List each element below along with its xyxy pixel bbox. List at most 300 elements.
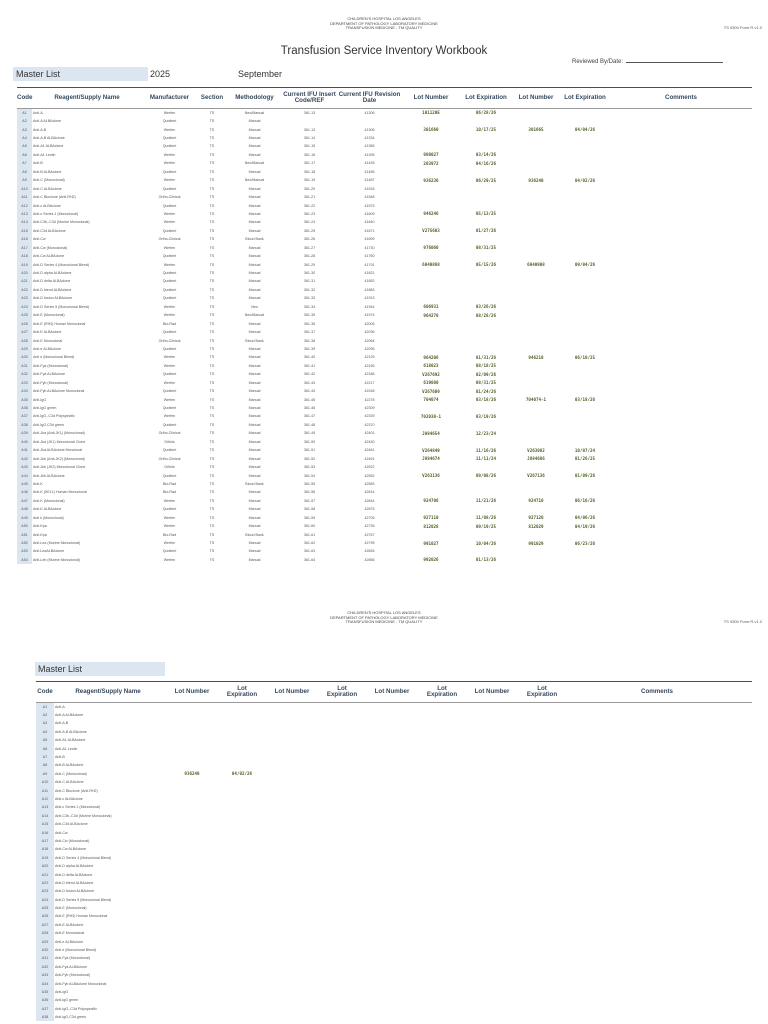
methodology: Manual — [248, 490, 261, 495]
lot-number — [402, 488, 460, 496]
manufacturer: Bio-Rad — [163, 532, 176, 537]
table-row — [17, 252, 752, 260]
lot-expiration — [222, 929, 262, 937]
ifu-insert-code: 361-31 — [303, 279, 316, 284]
code: A15 — [17, 227, 32, 235]
lot-expiration — [422, 820, 462, 828]
methodology: Manual — [248, 380, 261, 385]
section: TS — [209, 490, 215, 495]
lot-expiration: 05/13/25 — [475, 211, 497, 217]
column-header: Current IFU Insert Code/REF — [282, 88, 337, 109]
reagent-name: Anti-D Series 5 (Monoclonal Blend) — [55, 897, 112, 902]
reagent-name: Anti-K — [33, 481, 43, 486]
lot-number — [362, 719, 422, 727]
lot-expiration — [460, 201, 512, 209]
comments — [610, 277, 752, 285]
ifu-revision-date: 42309 — [364, 406, 375, 411]
lot-expiration-2 — [560, 556, 610, 564]
ifu-revision-date: 41730 — [364, 245, 375, 250]
lot-expiration — [522, 795, 562, 803]
lot-number — [462, 845, 522, 853]
reagent-name: Anti-Jka (Anti-JK1) (Monoclonal) — [33, 431, 85, 436]
ifu-insert-code: 361-62 — [303, 541, 316, 546]
lot-number-2: V263082 — [527, 447, 545, 453]
column-header: Comments — [610, 88, 752, 109]
column-header: Code — [36, 682, 54, 703]
methodology: Manual — [248, 414, 261, 419]
page-title: Transfusion Service Inventory Workbook — [280, 45, 488, 57]
lot-number — [262, 887, 322, 895]
lot-expiration — [422, 1013, 462, 1021]
lot-expiration — [322, 837, 362, 845]
section: TS — [209, 406, 215, 411]
comments — [610, 505, 752, 513]
table-row — [36, 803, 752, 811]
lot-number — [262, 929, 322, 937]
section: TS — [209, 515, 215, 520]
lot-number — [362, 904, 422, 912]
lot-expiration — [522, 812, 562, 820]
lot-number — [162, 879, 222, 887]
code: A49 — [17, 514, 32, 522]
ifu-insert-code: 361-54 — [303, 473, 316, 478]
lot-expiration — [322, 904, 362, 912]
lot-number — [362, 761, 422, 769]
table-row — [36, 1005, 752, 1013]
manufacturer: Werfen — [163, 380, 176, 385]
ifu-revision-date: 41456 — [364, 169, 375, 174]
lot-number — [262, 904, 322, 912]
ifu-insert-code: 361-44 — [303, 389, 316, 394]
lot-expiration — [322, 946, 362, 954]
code: A30 — [17, 353, 32, 361]
code: A21 — [36, 870, 54, 878]
comments — [610, 404, 752, 412]
methodology: Manual — [248, 296, 261, 301]
lot-number — [362, 703, 422, 711]
ifu-insert-code: 361-15 — [303, 144, 316, 149]
code: A39 — [17, 429, 32, 437]
ifu-revision-date: 42522 — [364, 465, 375, 470]
ifu-revision-date: 41640 — [364, 220, 375, 225]
lot-number — [402, 269, 460, 277]
lot-number — [362, 828, 422, 836]
lot-expiration — [422, 895, 462, 903]
comments — [562, 921, 752, 929]
reagent-name: Anti-Cw (Monoclonal) — [55, 838, 90, 843]
lot-number — [362, 736, 422, 744]
methodology: Manual — [248, 557, 261, 562]
lot-expiration — [422, 963, 462, 971]
ifu-insert-code: 361-57 — [303, 498, 316, 503]
lot-number — [462, 895, 522, 903]
lot-expiration: 08/31/25 — [475, 245, 497, 251]
lot-expiration — [522, 1005, 562, 1013]
comments — [562, 854, 752, 862]
lot-number — [262, 820, 322, 828]
table-row — [36, 753, 752, 761]
reagent-name: Anti-A,B — [33, 127, 47, 132]
lot-number — [362, 946, 422, 954]
ifu-revision-date: 42217 — [364, 380, 375, 385]
methodology: Blood Bank — [245, 338, 264, 343]
methodology: Manual — [248, 363, 261, 368]
lot-expiration-2 — [560, 463, 610, 471]
lot-number — [462, 912, 522, 920]
lot-number — [402, 345, 460, 353]
code: A38 — [36, 1013, 54, 1021]
lot-expiration — [222, 728, 262, 736]
table-row — [17, 235, 752, 243]
ifu-insert-code: 361-61 — [303, 532, 316, 537]
ifu-revision-date: 42095 — [364, 346, 375, 351]
lot-expiration — [222, 912, 262, 920]
lot-expiration-2 — [560, 252, 610, 260]
lot-number — [402, 235, 460, 243]
lot-number-2 — [512, 210, 560, 218]
lot-expiration-2 — [560, 336, 610, 344]
reagent-name: Anti-A,B — [55, 721, 69, 726]
lot-number: V264849 — [422, 447, 440, 453]
ifu-insert-code: 361-26 — [303, 237, 316, 242]
ifu-revision-date: 41579 — [364, 203, 375, 208]
table-row — [36, 963, 752, 971]
hospital-header — [0, 17, 768, 31]
reagent-name: Anti-IgG,C3d green — [55, 1015, 86, 1020]
lot-number — [362, 744, 422, 752]
lot-number — [402, 421, 460, 429]
lot-expiration-2 — [560, 328, 610, 336]
comments — [610, 117, 752, 125]
methodology: Manual — [248, 524, 261, 529]
section: TS — [209, 431, 215, 436]
ifu-revision-date: 41852 — [364, 279, 375, 284]
code: A40 — [17, 438, 32, 446]
comments — [562, 770, 752, 778]
table-row — [36, 879, 752, 887]
lot-number: 301660 — [423, 127, 439, 133]
code: A6 — [36, 744, 54, 752]
lot-expiration-2 — [560, 505, 610, 513]
lot-expiration — [422, 703, 462, 711]
lot-number — [162, 728, 222, 736]
lot-number — [462, 795, 522, 803]
ifu-insert-code: 361-29 — [303, 262, 316, 267]
lot-number — [162, 912, 222, 920]
lot-expiration — [222, 753, 262, 761]
table-row — [17, 269, 752, 277]
lot-expiration: 09/19/25 — [475, 523, 497, 529]
section: TS — [209, 144, 215, 149]
lot-expiration-2 — [560, 438, 610, 446]
section: TS — [209, 313, 215, 318]
lot-number — [162, 786, 222, 794]
ifu-revision-date: 42614 — [364, 490, 375, 495]
code: A35 — [17, 395, 32, 403]
column-header: Lot Number — [262, 682, 322, 703]
manufacturer: Quotient — [162, 228, 177, 233]
lot-number — [462, 1013, 522, 1021]
comments — [610, 142, 752, 150]
table-row — [17, 522, 752, 530]
manufacturer: Ortho-Clinical — [158, 237, 181, 242]
comments — [610, 176, 752, 184]
lot-expiration — [322, 921, 362, 929]
lot-number-2 — [512, 530, 560, 538]
lot-number — [462, 862, 522, 870]
lot-number — [162, 1013, 222, 1021]
column-header: Lot Number — [162, 682, 222, 703]
lot-expiration — [460, 277, 512, 285]
section: TS — [209, 220, 215, 225]
manufacturer: Werfen — [163, 414, 176, 419]
section: TS — [209, 473, 215, 478]
reagent-name: Anti-D fusion ALBAclone — [33, 296, 73, 301]
ifu-insert-code: 361-56 — [303, 490, 316, 495]
lot-number — [262, 761, 322, 769]
sheet-label-page-2: Master List — [35, 662, 165, 676]
lot-expiration — [422, 778, 462, 786]
column-header: Lot Expiration — [422, 682, 462, 703]
manufacturer: Quotient — [162, 119, 177, 124]
lot-expiration — [422, 812, 462, 820]
manufacturer: Ortho-Clinical — [158, 195, 181, 200]
lot-expiration — [422, 971, 462, 979]
code: A54 — [17, 556, 32, 564]
lot-number — [162, 937, 222, 945]
code: A53 — [17, 547, 32, 555]
manufacturer: Quotient — [162, 549, 177, 554]
lot-expiration: 11/21/26 — [475, 498, 497, 504]
table-row — [36, 979, 752, 987]
code: A43 — [17, 463, 32, 471]
section: TS — [209, 532, 215, 537]
ifu-insert-code: 361-32 — [303, 287, 316, 292]
lot-expiration — [322, 828, 362, 836]
lot-expiration — [422, 996, 462, 1004]
ifu-revision-date: 42826 — [364, 549, 375, 554]
lot-number-2 — [512, 184, 560, 192]
table-row — [17, 286, 752, 294]
reagent-name: Anti-A — [55, 704, 65, 709]
lot-expiration — [460, 134, 512, 142]
methodology: Neo/Manual — [244, 178, 265, 183]
code: A15 — [36, 820, 54, 828]
lot-expiration — [422, 946, 462, 954]
comments — [610, 109, 752, 117]
lot-expiration — [322, 929, 362, 937]
lot-expiration-2 — [560, 168, 610, 176]
reagent-name: Anti e (Monoclonal Blend) — [33, 355, 75, 360]
comments — [562, 820, 752, 828]
lot-number — [462, 996, 522, 1004]
code: A8 — [36, 761, 54, 769]
table-row — [17, 514, 752, 522]
section: TS — [209, 152, 215, 157]
lot-number — [162, 711, 222, 719]
code: A28 — [36, 929, 54, 937]
comments — [562, 761, 752, 769]
lot-expiration — [522, 929, 562, 937]
code: A42 — [17, 454, 32, 462]
code: A33 — [36, 971, 54, 979]
lot-expiration — [460, 345, 512, 353]
reagent-name: Anti-D alpha ALBAclone — [55, 864, 94, 869]
table-row — [36, 711, 752, 719]
table-row — [17, 539, 752, 547]
methodology: Neo/Manual — [244, 313, 265, 318]
lot-number — [402, 134, 460, 142]
lot-number — [262, 854, 322, 862]
lot-expiration — [322, 1013, 362, 1021]
lot-number — [262, 862, 322, 870]
lot-expiration — [322, 728, 362, 736]
lot-expiration-2 — [560, 387, 610, 395]
lot-expiration: 01/24/26 — [475, 388, 497, 394]
table-row — [17, 260, 752, 268]
lot-number — [162, 761, 222, 769]
reagent-name: Anti-Jkb (JK2) Monoclonal Clone — [33, 465, 86, 470]
ifu-revision-date: 41395 — [364, 152, 375, 157]
lot-expiration — [460, 235, 512, 243]
code: A2 — [17, 117, 32, 125]
lot-number-2 — [512, 286, 560, 294]
lot-number — [402, 286, 460, 294]
manufacturer: Quotient — [162, 389, 177, 394]
table-row — [36, 996, 752, 1004]
lot-number — [462, 786, 522, 794]
lot-expiration — [222, 1005, 262, 1013]
section: TS — [209, 211, 215, 216]
lot-number — [362, 803, 422, 811]
lot-number — [362, 1013, 422, 1021]
lot-expiration-2 — [560, 362, 610, 370]
ifu-revision-date: 41426 — [364, 161, 375, 166]
methodology: Manual — [248, 372, 261, 377]
ifu-insert-code: 361-30 — [303, 271, 316, 276]
comments — [562, 711, 752, 719]
section: TS — [209, 448, 215, 453]
reagent-name: Anti-C3b,-C3d (Murine Monoclonal) — [55, 813, 112, 818]
comments — [610, 345, 752, 353]
lot-number — [262, 879, 322, 887]
lot-expiration: 03/19/26 — [475, 413, 497, 419]
lot-expiration — [422, 937, 462, 945]
table-row — [36, 971, 752, 979]
comments — [610, 210, 752, 218]
ifu-insert-code: 361-64 — [303, 557, 316, 562]
lot-number — [362, 971, 422, 979]
lot-number-2 — [512, 488, 560, 496]
table-row — [17, 404, 752, 412]
comments — [562, 954, 752, 962]
ifu-revision-date: 42339 — [364, 414, 375, 419]
reviewed-by-field[interactable] — [626, 62, 723, 63]
reagent-name: Anti-Fyb ALBAclone Monoclonal — [55, 981, 107, 986]
methodology: Manual — [248, 448, 261, 453]
section: TS — [209, 507, 215, 512]
lot-expiration — [222, 996, 262, 1004]
lot-expiration — [522, 728, 562, 736]
column-header: Reagent/Supply Name — [32, 88, 142, 109]
code: A37 — [17, 412, 32, 420]
lot-expiration — [422, 828, 462, 836]
ifu-insert-code: 361-24 — [303, 220, 316, 225]
reagent-name: Anti-c Series 1 (Monoclonal) — [55, 805, 101, 810]
header-line-1: CHILDREN'S HOSPITAL LOS ANGELES — [347, 610, 421, 615]
lot-number — [262, 979, 322, 987]
lot-number — [362, 921, 422, 929]
lot-number-2: 946210 — [528, 354, 544, 360]
lot-expiration — [460, 218, 512, 226]
lot-number — [162, 820, 222, 828]
comments — [610, 556, 752, 564]
table-row — [36, 786, 752, 794]
table-row — [17, 556, 752, 564]
section: TS — [209, 330, 215, 335]
comments — [610, 463, 752, 471]
manufacturer: Grifols — [164, 465, 175, 470]
header-line-2: DEPARTMENT OF PATHOLOGY LABORATORY MEDICINE — [330, 20, 438, 26]
lot-expiration: 10/17/25 — [475, 127, 497, 133]
lot-number — [162, 862, 222, 870]
code: A23 — [36, 887, 54, 895]
code: A51 — [17, 530, 32, 538]
section: TS — [209, 195, 215, 200]
lot-expiration — [222, 820, 262, 828]
table-row — [36, 845, 752, 853]
lot-expiration: 03/26/26 — [475, 304, 497, 310]
comments — [562, 979, 752, 987]
lot-expiration: 08/18/25 — [475, 363, 497, 369]
table-row — [36, 837, 752, 845]
lot-number-2 — [512, 303, 560, 311]
ifu-revision-date — [337, 117, 402, 125]
lot-number — [162, 1005, 222, 1013]
ifu-revision-date: 42856 — [364, 557, 375, 562]
comments — [610, 395, 752, 403]
lot-number — [402, 505, 460, 513]
reagent-name: Anti-E (RH3) Human Monoclonal — [55, 914, 108, 919]
lot-number — [262, 912, 322, 920]
lot-expiration-2 — [560, 429, 610, 437]
lot-number: 964206 — [423, 354, 439, 360]
lot-number-2 — [512, 379, 560, 387]
comments — [610, 252, 752, 260]
section: TS — [209, 414, 215, 419]
ifu-revision-date: 42278 — [364, 397, 375, 402]
lot-expiration — [322, 854, 362, 862]
reagent-name: Anti-Fya (Monoclonal) — [33, 363, 69, 368]
methodology: Blood Bank — [245, 237, 264, 242]
lot-number — [462, 778, 522, 786]
lot-expiration — [522, 921, 562, 929]
lot-expiration: 11/16/26 — [475, 447, 497, 453]
lot-expiration — [222, 887, 262, 895]
lot-number-2 — [512, 556, 560, 564]
table-row — [17, 471, 752, 479]
lot-number-2 — [512, 109, 560, 117]
table-row — [17, 176, 752, 184]
lot-expiration — [222, 937, 262, 945]
lot-expiration-2 — [560, 404, 610, 412]
lot-number: 991027 — [423, 540, 439, 546]
comments — [610, 454, 752, 462]
section: TS — [209, 338, 215, 343]
table-row — [17, 505, 752, 513]
section: TS — [209, 127, 215, 132]
reagent-name: Anti-Jka ALBAclone Monclonal — [33, 448, 82, 453]
